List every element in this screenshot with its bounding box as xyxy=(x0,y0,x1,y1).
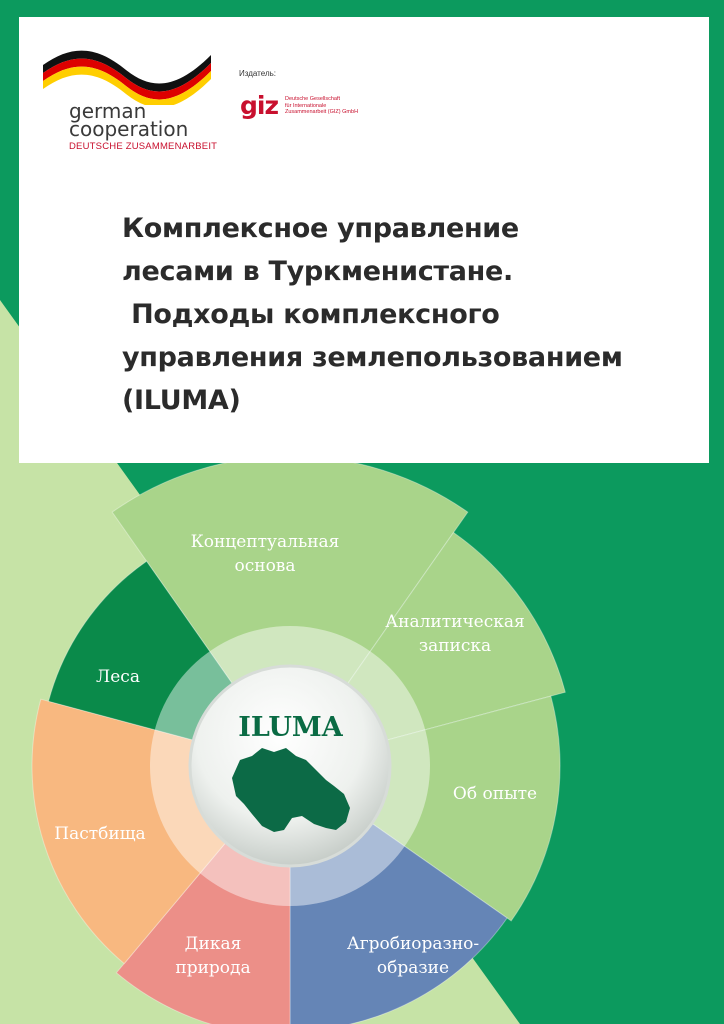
segment-label-experience xyxy=(425,782,565,806)
document-title xyxy=(122,207,702,422)
segment-label-line: записка xyxy=(418,636,492,656)
title-line-2: лесами в Туркменистане. xyxy=(122,256,514,287)
center-title-iluma: ILUMA xyxy=(238,712,343,743)
german-flag-ribbon-icon xyxy=(41,35,221,105)
segment-label-wildlife xyxy=(158,932,268,980)
segment-label-line: Об опыте xyxy=(452,784,538,804)
title-line-1: Комплексное управление xyxy=(122,213,519,244)
segment-label-agrobiodiversity xyxy=(318,932,508,980)
title-line-4: управления землепользованием xyxy=(122,342,623,373)
giz-org-line-2: für Internationale xyxy=(285,102,327,109)
german-cooperation-logo xyxy=(41,35,221,155)
segment-label-line: образие xyxy=(376,958,450,978)
segment-label-pastures xyxy=(40,822,160,846)
giz-logo: giz xyxy=(240,91,279,120)
publisher-label: Издатель: xyxy=(239,69,276,78)
segment-label-conceptual xyxy=(160,530,370,578)
segment-label-line: Пастбища xyxy=(54,824,146,844)
segment-label-line: Леса xyxy=(96,667,140,687)
logo-word-german: german xyxy=(69,99,147,123)
header-card xyxy=(19,17,709,463)
segment-label-forests xyxy=(78,665,158,689)
segment-label-line: Агробиоразно- xyxy=(346,934,480,954)
logo-word-cooperation: cooperation xyxy=(69,117,189,141)
title-line-3: Подходы комплексного xyxy=(122,299,500,330)
segment-label-line: основа xyxy=(234,556,296,576)
giz-org-name xyxy=(285,96,358,116)
segment-label-line: Концептуальная xyxy=(190,532,340,552)
segment-label-line: природа xyxy=(175,958,251,978)
giz-org-line-1: Deutsche Gesellschaft xyxy=(285,96,341,102)
segment-label-analytical xyxy=(360,610,550,658)
segment-label-line: Аналитическая xyxy=(385,612,525,632)
segment-label-line: Дикая xyxy=(184,934,242,954)
logo-subtitle: DEUTSCHE ZUSAMMENARBEIT xyxy=(69,141,218,152)
title-line-5: (ILUMA) xyxy=(122,385,241,416)
giz-org-line-3: Zusammenarbeit (GIZ) GmbH xyxy=(285,109,359,115)
